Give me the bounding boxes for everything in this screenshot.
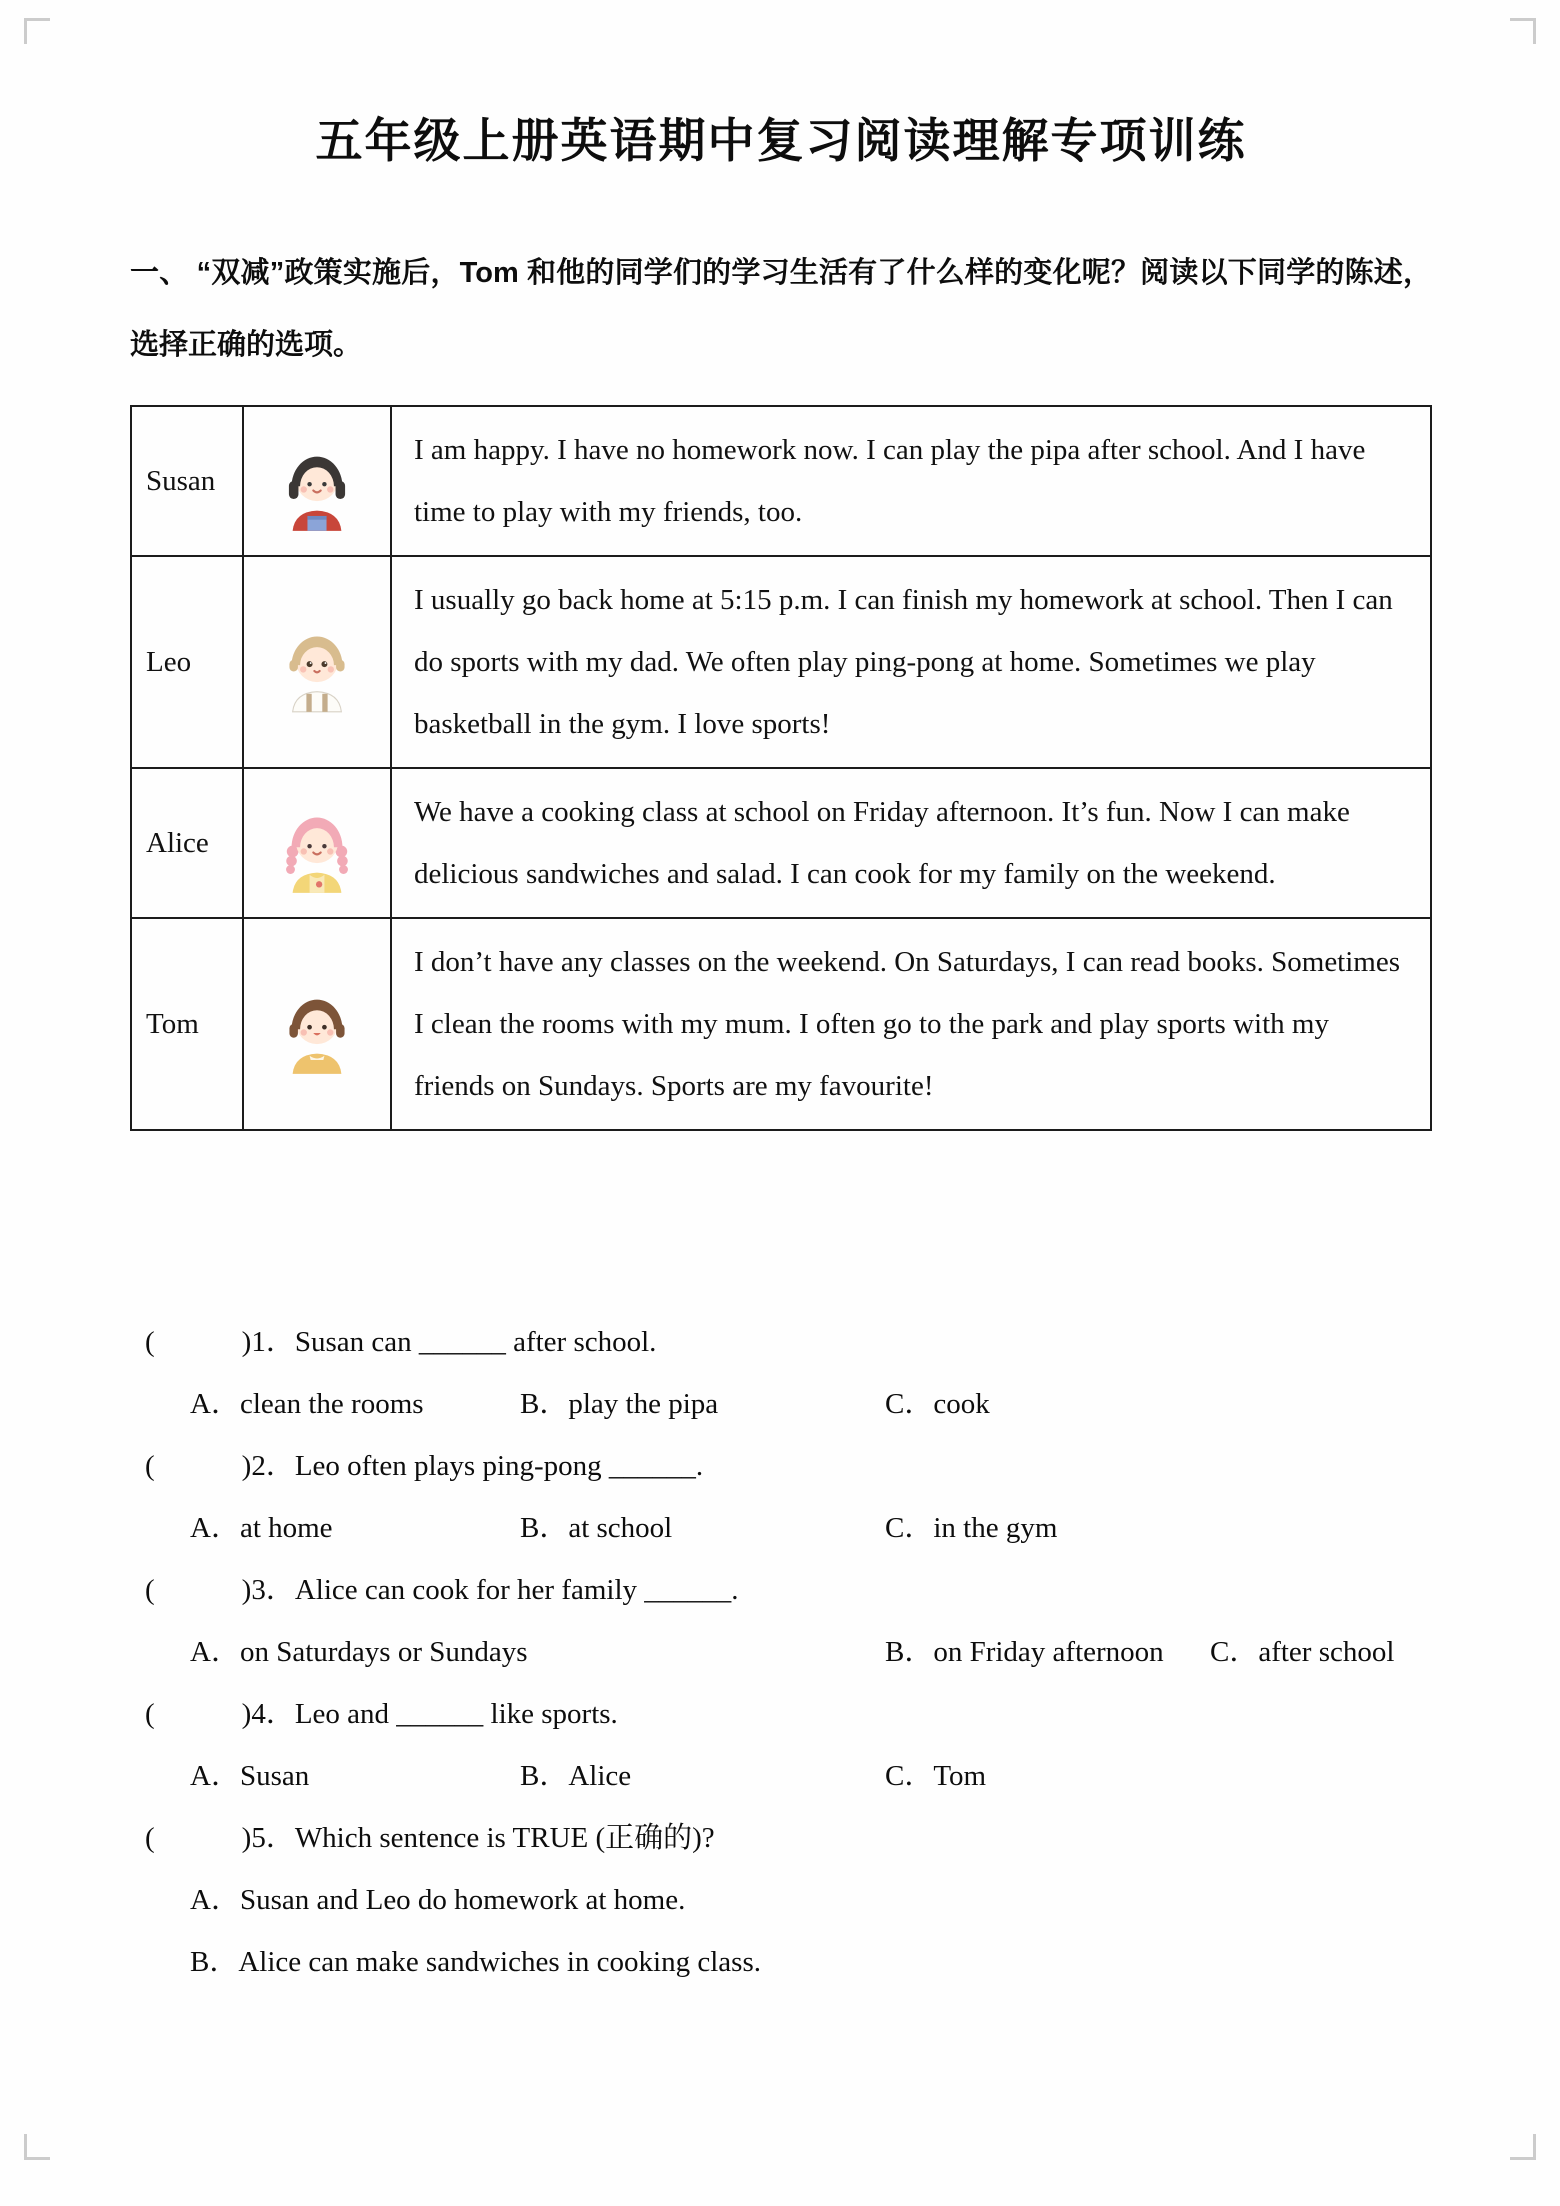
question-options (145, 1373, 1432, 1435)
student-statement: We have a cooking class at school on Friday afternoon. It’s fun. Now I can make delicious sandwiches and salad. I can cook for my family on the weekend. (391, 768, 1431, 918)
question-options (145, 1497, 1432, 1559)
option-c: C．cook (885, 1388, 990, 1420)
option-a: A．clean the rooms (190, 1388, 424, 1420)
page-corner-mark (24, 18, 50, 44)
avatar-cell (243, 918, 391, 1130)
page-corner-mark (1510, 18, 1536, 44)
question-4 (145, 1683, 1432, 1807)
susan-avatar (264, 428, 370, 534)
student-statement: I am happy. I have no homework now. I can play the pipa after school. And I have time to play with my friends, too. (391, 406, 1431, 556)
question-3 (145, 1559, 1432, 1683)
option-c: C．in the gym (885, 1512, 1058, 1544)
question-1 (145, 1311, 1432, 1435)
student-name: Alice (131, 768, 243, 918)
page-content (130, 0, 1432, 1993)
table-row (131, 556, 1431, 768)
option-b: B．play the pipa (520, 1388, 719, 1420)
table-row (131, 768, 1431, 918)
question-stem: ( )4．Leo and ______ like sports. (145, 1698, 618, 1730)
student-name: Tom (131, 918, 243, 1130)
question-stem: ( )5．Which sentence is TRUE (正确的)? (145, 1822, 715, 1854)
tom-avatar (264, 971, 370, 1077)
question-options (145, 1745, 1432, 1807)
questions-section (130, 1311, 1432, 1993)
leo-avatar (264, 609, 370, 715)
question-stem: ( )2．Leo often plays ping-pong ______. (145, 1450, 704, 1482)
option-b: B．Alice (520, 1760, 632, 1792)
avatar-cell (243, 768, 391, 918)
table-row (131, 918, 1431, 1130)
question-stem: ( )3．Alice can cook for her family ______. (145, 1574, 739, 1606)
reading-table (130, 405, 1432, 1131)
question-5 (145, 1807, 1432, 1993)
option-c: C．after school (1210, 1636, 1395, 1668)
page-corner-mark (1510, 2134, 1536, 2160)
student-statement: I don’t have any classes on the weekend. On Saturdays, I can read books. Sometimes I clean the rooms with my mum. I often go to the park and play sports with my friends on Sundays. Sports are my favourite! (391, 918, 1431, 1130)
option-a: A．on Saturdays or Sundays (190, 1636, 528, 1668)
option-c: C．Tom (885, 1760, 987, 1792)
section-instructions: 一、 “双减”政策实施后，Tom 和他的同学们的学习生活有了什么样的变化呢？阅读以下同学的陈述，选择正确的选项。 (130, 257, 1432, 361)
alice-avatar (264, 790, 370, 896)
option-a: A．at home (190, 1512, 333, 1544)
student-statement: I usually go back home at 5:15 p.m. I can finish my homework at school. Then I can do sports with my dad. We often play ping-pong at home. Sometimes we play basketball in the gym. I love sports! (391, 556, 1431, 768)
student-name: Susan (131, 406, 243, 556)
option-b: B．on Friday afternoon (885, 1636, 1164, 1668)
avatar-cell (243, 406, 391, 556)
question-stem: ( )1．Susan can ______ after school. (145, 1326, 657, 1358)
question-2 (145, 1435, 1432, 1559)
question-options (145, 1621, 1432, 1683)
avatar-cell (243, 556, 391, 768)
option-b: B．at school (520, 1512, 673, 1544)
option-a: A．Susan (190, 1760, 310, 1792)
page-corner-mark (24, 2134, 50, 2160)
option-b: B．Alice can make sandwiches in cooking class. (190, 1946, 761, 1978)
table-row (131, 406, 1431, 556)
student-name: Leo (131, 556, 243, 768)
page-title: 五年级上册英语期中复习阅读理解专项训练 (315, 114, 1247, 167)
option-a: A．Susan and Leo do homework at home. (190, 1884, 686, 1916)
